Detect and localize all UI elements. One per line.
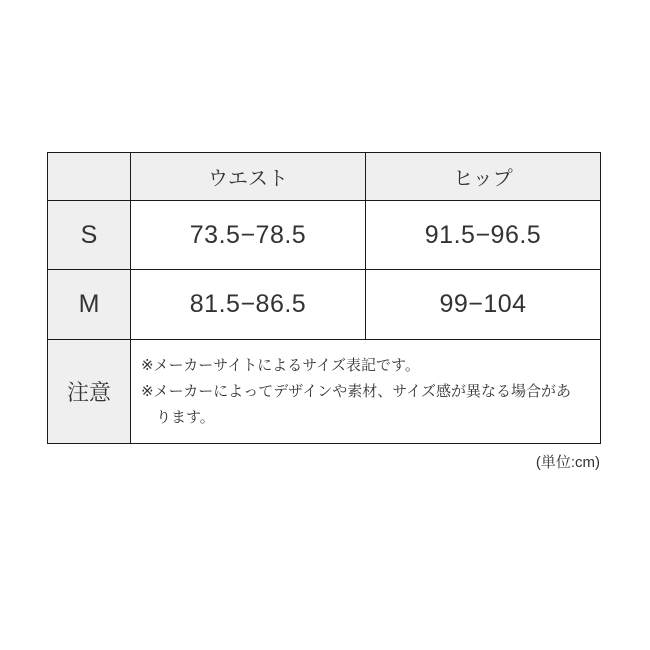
column-header-waist: ウエスト: [131, 153, 366, 201]
row-label-s: S: [48, 201, 131, 270]
hip-value-s: 91.5−96.5: [366, 201, 601, 270]
table-row-size-s: [48, 201, 601, 270]
note-cell: [131, 340, 601, 444]
table-row-size-m: [48, 270, 601, 340]
waist-value-s: 73.5−78.5: [131, 201, 366, 270]
size-table: [47, 152, 601, 444]
table-row-note: [48, 340, 601, 444]
note-line-2: ※メーカーによってデザインや素材、サイズ感が異なる場合があります。: [141, 382, 572, 426]
corner-cell: [48, 153, 131, 201]
note-label: 注意: [48, 340, 131, 444]
hip-value-m: 99−104: [366, 270, 601, 340]
unit-label: (単位:cm): [535, 454, 600, 471]
size-chart: [47, 152, 600, 444]
note-line-1: ※メーカーサイトによるサイズ表記です。: [141, 356, 420, 374]
row-label-m: M: [48, 270, 131, 340]
header-row: [48, 153, 601, 201]
waist-value-m: 81.5−86.5: [131, 270, 366, 340]
column-header-hip: ヒップ: [366, 153, 601, 201]
